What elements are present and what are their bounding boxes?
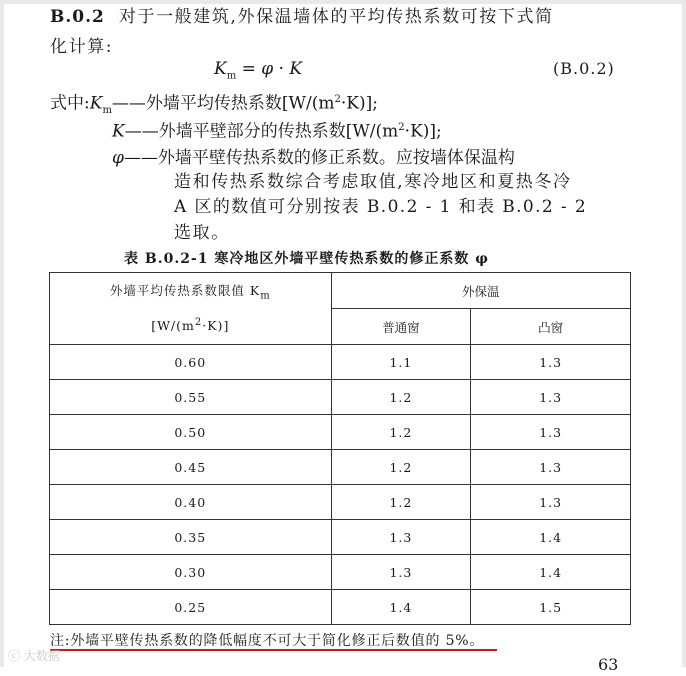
- definition-k: [112, 117, 442, 143]
- watermark: ⓒ 大数据: [8, 649, 60, 663]
- km-sub: m: [102, 105, 112, 117]
- intro-text-2: 化计算:: [50, 37, 114, 57]
- phi-text-4: 选取。: [174, 223, 230, 243]
- table-row: [50, 485, 631, 520]
- definition-prefix: 式中:: [50, 93, 90, 114]
- definition-phi: [112, 147, 515, 169]
- table-title: 表 B.0.2-1 寒冷地区外墙平壁传热系数的修正系数 φ: [124, 251, 489, 267]
- cell-limit: 0.35: [50, 520, 332, 555]
- table-row: [50, 520, 631, 555]
- section-intro-line-1: [50, 6, 554, 28]
- table-row: [50, 555, 631, 590]
- k-symbol: K: [112, 121, 125, 142]
- cell-ordinary-window: 1.2: [331, 485, 471, 520]
- page-border-right: [682, 0, 686, 667]
- formula-rhs: = φ · K: [241, 59, 303, 79]
- page-border-top: [0, 0, 686, 4]
- header-limit-line-2: $[W/(m^2\cdot K)]$: [151, 316, 230, 333]
- header-limit-line-1: 外墙平均传热系数限值 $K_m$: [109, 283, 271, 302]
- table-row: [50, 415, 631, 450]
- cell-limit: 0.55: [50, 380, 332, 415]
- correction-factor-table: [49, 272, 631, 625]
- phi-symbol: φ: [112, 148, 124, 168]
- red-underline-annotation: [50, 649, 497, 651]
- cell-bay-window: 1.3: [471, 485, 631, 520]
- formula: [214, 58, 302, 87]
- cell-limit: 0.60: [50, 345, 332, 380]
- cell-bay-window: 1.3: [471, 415, 631, 450]
- km-symbol: K: [89, 93, 103, 114]
- cell-bay-window: 1.3: [471, 450, 631, 485]
- cell-limit: 0.30: [50, 555, 332, 590]
- cell-bay-window: 1.3: [471, 345, 631, 380]
- cell-limit: 0.40: [50, 485, 332, 520]
- cell-ordinary-window: 1.4: [331, 590, 471, 625]
- page-border-left: [0, 0, 4, 667]
- table-note: 注:外墙平壁传热系数的降低幅度不可大于简化修正后数值的 5%。: [50, 633, 485, 649]
- cell-ordinary-window: 1.3: [331, 555, 471, 590]
- header-ordinary-window: 普通窗: [331, 309, 471, 345]
- formula-lhs: K: [214, 59, 227, 79]
- formula-number: (B.0.2): [553, 59, 615, 78]
- cell-limit: 0.50: [50, 415, 332, 450]
- header-external-insulation: 外保温: [331, 273, 630, 309]
- formula-lhs-sub: m: [226, 70, 237, 82]
- cell-limit: 0.25: [50, 590, 332, 625]
- cell-limit: 0.45: [50, 450, 332, 485]
- cell-ordinary-window: 1.2: [331, 450, 471, 485]
- section-number: B.0.2: [50, 7, 105, 27]
- k-tail: ·K)];: [404, 121, 442, 142]
- cell-ordinary-window: 1.1: [331, 345, 471, 380]
- cell-ordinary-window: 1.2: [331, 380, 471, 415]
- intro-text-1: 对于一般建筑,外保温墙体的平均传热系数可按下式简: [118, 7, 554, 27]
- table-row: [50, 345, 631, 380]
- cell-bay-window: 1.5: [471, 590, 631, 625]
- table-row: [50, 590, 631, 625]
- k-text: ——外墙平壁部分的传热系数[W/(m: [124, 121, 399, 142]
- table-row: [50, 450, 631, 485]
- header-limit: [50, 273, 332, 345]
- cell-bay-window: 1.4: [471, 520, 631, 555]
- cell-ordinary-window: 1.3: [331, 520, 471, 555]
- km-sup: 2: [334, 94, 341, 105]
- k-sup: 2: [398, 122, 405, 133]
- cell-bay-window: 1.3: [471, 380, 631, 415]
- phi-text-1: ——外墙平壁传热系数的修正系数。应按墙体保温构: [123, 148, 515, 168]
- phi-text-3: A 区的数值可分别按表 B.0.2 - 1 和表 B.0.2 - 2: [174, 197, 588, 217]
- phi-text-2: 造和传热系数综合考虑取值,寒冷地区和夏热冬冷: [174, 172, 572, 192]
- km-text: ——外墙平均传热系数[W/(m: [111, 93, 335, 114]
- km-tail: ·K)];: [340, 93, 378, 114]
- cell-bay-window: 1.4: [471, 555, 631, 590]
- page-number: 63: [598, 655, 619, 674]
- table-row: [50, 380, 631, 415]
- cell-ordinary-window: 1.2: [331, 415, 471, 450]
- header-bay-window: 凸窗: [471, 309, 631, 345]
